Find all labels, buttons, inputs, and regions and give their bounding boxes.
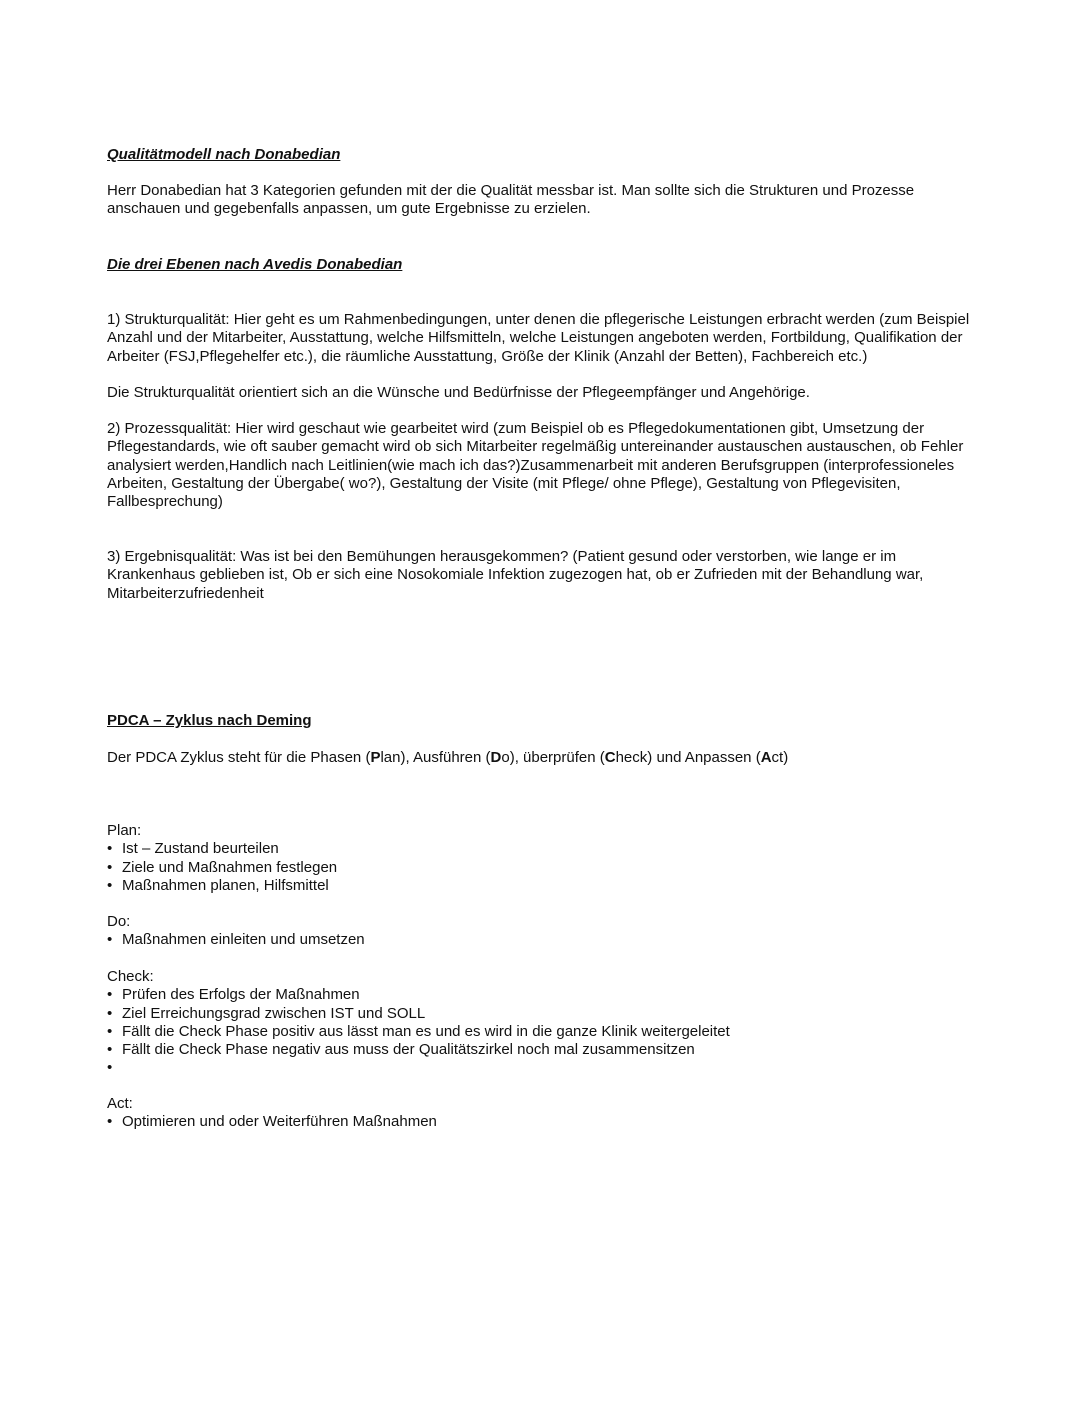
phase-act <box>107 1095 977 1132</box>
heading-pdca-zyklus: PDCA – Zyklus nach Deming <box>107 712 312 729</box>
phase-check-label: Check: <box>107 968 154 985</box>
bullet-icon: • <box>107 840 113 858</box>
phase-act-list <box>107 1113 977 1131</box>
bullet-icon: • <box>107 1041 113 1059</box>
bullet-icon: • <box>107 931 113 949</box>
phase-do-list <box>107 931 977 949</box>
bullet-icon: • <box>107 986 113 1004</box>
paragraph-ergebnisqualitaet: 3) Ergebnisqualität: Was ist bei den Bemühungen herausgekommen? (Patient gesund oder verstorben, wie lange er im Krankenhaus geblieben ist, Ob er sich eine Nosokomiale Infektion zugezogen hat, ob er Zufrieden mit der Behandlung war, Mitarbeiterzufriedenheit <box>107 548 924 602</box>
paragraph-intro-donabedian: Herr Donabedian hat 3 Kategorien gefunden mit der die Qualität messbar ist. Man sollte sich die Strukturen und Prozesse anschauen und gegebenfalls anpassen, um gute Ergebnisse zu erzielen. <box>107 182 915 218</box>
list-item: • Ist – Zustand beurteilen <box>107 840 279 858</box>
bullet-icon: • <box>107 858 113 876</box>
bullet-icon: • <box>107 876 113 894</box>
bullet-icon: • <box>107 1022 113 1040</box>
list-item: • Ziel Erreichungsgrad zwischen IST und SOLL <box>107 1004 426 1022</box>
phase-do-label: Do: <box>107 913 131 930</box>
paragraph-prozessqualitaet: 2) Prozessqualität: Hier wird geschaut wie gearbeitet wird (zum Beispiel ob es Pflegedokumentationen gibt, Umsetzung der Pflegestandards, wie oft sauber gemacht wird ob sich Mitarbeiter regelmäßig untereinander austauschen austauschen, ob Fehler analysiert werden,Handlich nach Leitlinien(wie mach ich das?)Zusammenarbeit mit anderen Berufsgruppen (interprofessioneles Arbeiten, Gestaltung der Übergabe( wo?), Gestaltung der Visite (mit Pflege/ ohne Pflege), Gestaltung von Pflegevisiten, Fallbesprechung) <box>107 420 964 511</box>
heading-drei-ebenen: Die drei Ebenen nach Avedis Donabedian <box>107 256 403 273</box>
list-item: • Fällt die Check Phase positiv aus lässt man es und es wird in die ganze Klinik weitergeleitet <box>107 1022 730 1040</box>
paragraph-pdca-intro: Der PDCA Zyklus steht für die Phasen (Plan), Ausführen (Do), überprüfen (Check) und Anpassen (Act) <box>107 749 789 766</box>
heading-qualitaetmodell: Qualitätmodell nach Donabedian <box>107 146 341 163</box>
list-item: • Prüfen des Erfolgs der Maßnahmen <box>107 986 360 1004</box>
phase-check <box>107 968 977 1078</box>
phase-plan-label: Plan: <box>107 822 142 839</box>
list-item: • Fällt die Check Phase negativ aus muss der Qualitätszirkel noch mal zusammensitzen <box>107 1041 695 1059</box>
bullet-icon: • <box>107 1059 113 1077</box>
phase-plan-list <box>107 840 977 895</box>
bullet-icon: • <box>107 1113 113 1131</box>
phase-check-list <box>107 986 977 1077</box>
phase-act-label: Act: <box>107 1095 133 1112</box>
list-item <box>107 1059 977 1077</box>
paragraph-strukturqualitaet-note: Die Strukturqualität orientiert sich an die Wünsche und Bedürfnisse der Pflegeempfänger und Angehörige. <box>107 384 810 401</box>
list-item: • Ziele und Maßnahmen festlegen <box>107 858 338 876</box>
phase-plan <box>107 822 977 895</box>
list-item: • Maßnahmen planen, Hilfsmittel <box>107 876 329 894</box>
list-item: • Maßnahmen einleiten und umsetzen <box>107 931 365 949</box>
bullet-icon: • <box>107 1004 113 1022</box>
phase-do <box>107 913 977 950</box>
paragraph-strukturqualitaet: 1) Strukturqualität: Hier geht es um Rahmenbedingungen, unter denen die pflegerische Leistungen erbracht werden (zum Beispiel Anzahl und der Mitarbeiter, Ausstattung, welche Hilfsmitteln, welche Leistungen angeboten werden, Fortbildung, Qualifikation der Arbeiter (FSJ,Pflegehelfer etc.), die räumliche Ausstattung, Größe der Klinik (Anzahl der Betten), Fachbereich etc.) <box>107 311 970 365</box>
list-item: • Optimieren und oder Weiterführen Maßnahmen <box>107 1113 437 1131</box>
